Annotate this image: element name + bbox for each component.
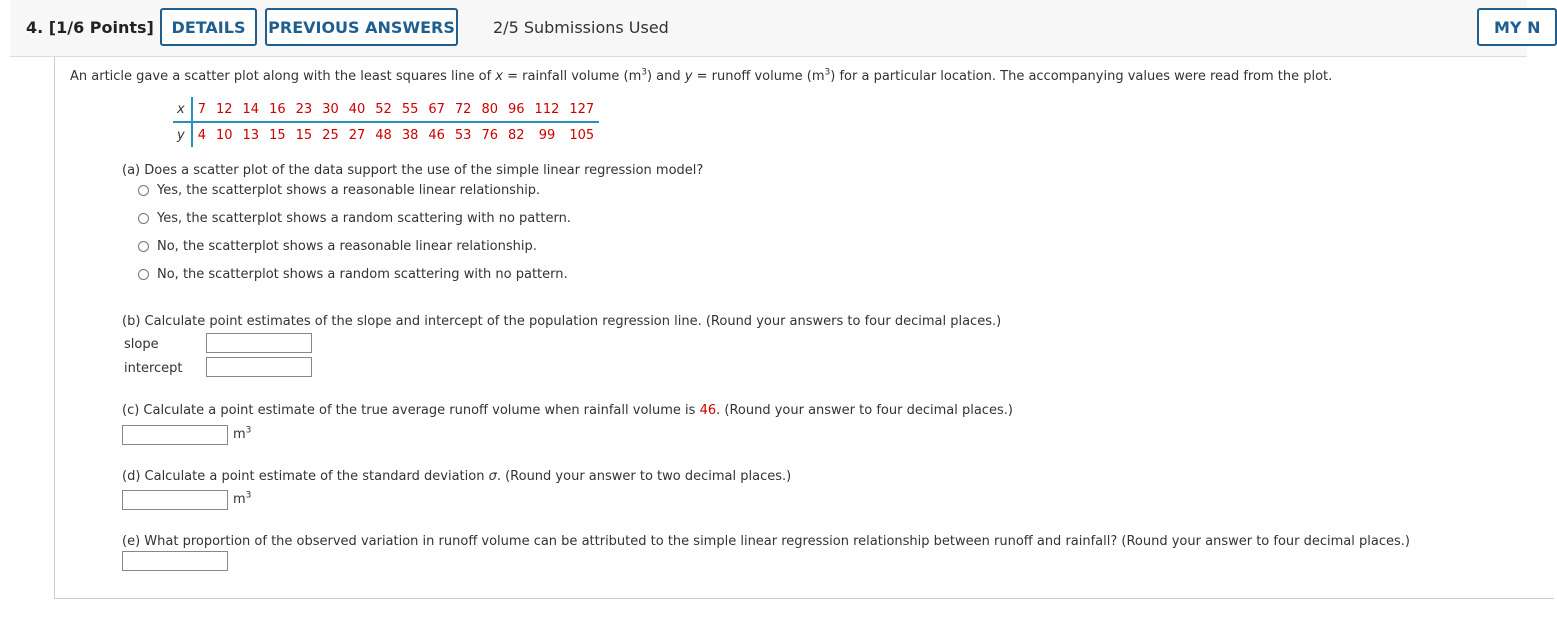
y-value-cell: 82	[508, 127, 525, 143]
y-value-cell: 48	[375, 127, 392, 143]
y-value-cell: 99	[538, 127, 556, 143]
x-value-cell: 23	[291, 97, 318, 122]
details-button[interactable]: DETAILS	[160, 8, 257, 46]
x-value-cell: 7	[192, 97, 211, 122]
option-a4[interactable]: No, the scatterplot shows a random scattering with no pattern.	[138, 267, 568, 282]
part-e-input[interactable]	[122, 551, 228, 571]
question-number: 4. [1/6 Points]	[26, 18, 154, 37]
submissions-used: 2/5 Submissions Used	[493, 18, 669, 37]
slope-input[interactable]	[206, 333, 312, 353]
x-value-cell: 72	[450, 97, 477, 122]
x-value-cell: 40	[344, 97, 371, 122]
intercept-input[interactable]	[206, 357, 312, 377]
part-c-question: (c) Calculate a point estimate of the true average runoff volume when rainfall volume is 46. (Round your answer to four decimal places.)	[122, 403, 1013, 418]
y-value-cell: 38	[401, 127, 419, 143]
x-value-cell: 14	[238, 97, 265, 122]
previous-answers-button[interactable]: PREVIOUS ANSWERS	[265, 8, 458, 46]
y-value-cell: 4	[197, 127, 206, 143]
data-table	[173, 97, 599, 147]
x-value-cell: 112	[530, 97, 565, 122]
slope-label: slope	[124, 337, 159, 352]
intercept-label: intercept	[124, 361, 183, 376]
y-row	[173, 122, 599, 147]
radio-button[interactable]	[138, 185, 149, 196]
radio-button[interactable]	[138, 213, 149, 224]
part-c-input[interactable]	[122, 425, 228, 445]
x-value-cell: 12	[211, 97, 238, 122]
x-value-cell: 96	[503, 97, 530, 122]
question-panel	[54, 57, 1554, 599]
y-value-cell: 15	[269, 127, 286, 143]
y-value-cell: 13	[242, 127, 260, 143]
option-a2[interactable]: Yes, the scatterplot shows a random scattering with no pattern.	[138, 211, 571, 226]
radio-button[interactable]	[138, 241, 149, 252]
x-value-cell: 16	[264, 97, 291, 122]
radio-button[interactable]	[138, 269, 149, 280]
x-value-cell: 52	[370, 97, 397, 122]
y-value-cell: 27	[348, 127, 366, 143]
part-d-question: (d) Calculate a point estimate of the standard deviation σ. (Round your answer to two decimal places.)	[122, 469, 792, 484]
y-value-cell: 10	[215, 127, 233, 143]
option-a1[interactable]: Yes, the scatterplot shows a reasonable linear relationship.	[138, 183, 540, 198]
y-value-cell: 76	[481, 127, 498, 143]
y-value-cell: 53	[454, 127, 472, 143]
x-value-cell: 80	[476, 97, 503, 122]
x-row	[173, 97, 599, 122]
part-b-question: (b) Calculate point estimates of the slope and intercept of the population regression line. (Round your answers to four decimal places.)	[122, 314, 1002, 329]
x-value-cell: 55	[397, 97, 424, 122]
option-a3[interactable]: No, the scatterplot shows a reasonable linear relationship.	[138, 239, 537, 254]
part-a-question: (a) Does a scatter plot of the data support the use of the simple linear regression model?	[122, 163, 704, 178]
part-d-input[interactable]	[122, 490, 228, 510]
part-d-unit: $m^3$	[233, 490, 252, 507]
x-value-cell: 67	[423, 97, 450, 122]
my-notes-button[interactable]: MY N	[1477, 8, 1557, 46]
y-value-cell: 25	[322, 127, 339, 143]
x-value-cell: 30	[317, 97, 344, 122]
question-header	[10, 0, 1541, 57]
y-value-cell: 15	[295, 127, 313, 143]
part-e-question: (e) What proportion of the observed variation in runoff volume can be attributed to the simple linear regression relationship between runoff and rainfall? (Round your answer to four decimal places.)	[122, 534, 1410, 549]
intro-text: An article gave a scatter plot along with the least squares line of x = rainfall volume $(m^3)$ and y = runoff volume $(m^3)$ for a particular location. The accompanying values were read from the plot.	[70, 67, 1333, 84]
x-label: x	[173, 97, 192, 122]
part-c-unit: $m^3$	[233, 425, 252, 442]
y-label: y	[173, 122, 192, 147]
y-value-cell: 46	[428, 127, 445, 143]
y-value-cell: 105	[569, 127, 595, 143]
x-value-cell: 127	[564, 97, 599, 122]
